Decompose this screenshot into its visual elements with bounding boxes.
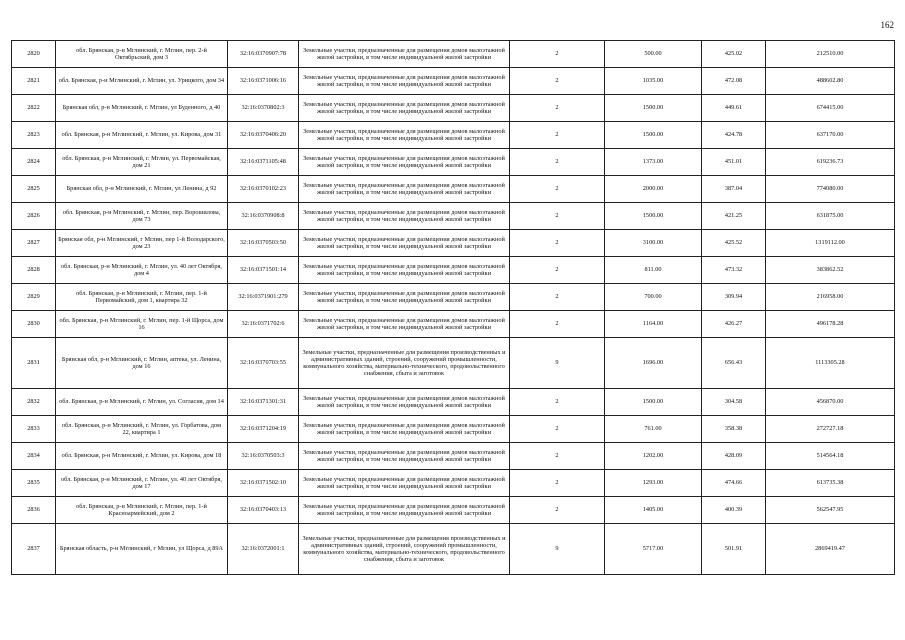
unit-value-cell: 472.08 xyxy=(702,68,766,95)
cadastral-number-cell: 32:16:0370406:20 xyxy=(228,122,299,149)
cadastral-number-cell: 32:16:0370503:3 xyxy=(228,443,299,470)
area-cell: 1293.00 xyxy=(605,470,702,497)
row-number-cell: 2821 xyxy=(12,68,56,95)
address-cell: обл. Брянская, р-н Мглинский, г. Мглин, пер. 2-й Октябрьский, дом 3 xyxy=(56,41,228,68)
unit-value-cell: 400.39 xyxy=(702,497,766,524)
row-number-cell: 2837 xyxy=(12,524,56,575)
row-number-cell: 2822 xyxy=(12,95,56,122)
table-row xyxy=(12,149,895,176)
cadastral-value-cell: 619236.73 xyxy=(766,149,895,176)
area-cell: 1500.00 xyxy=(605,389,702,416)
use-group-cell: 2 xyxy=(510,68,605,95)
cadastral-value-cell: 562547.95 xyxy=(766,497,895,524)
area-cell: 1035.00 xyxy=(605,68,702,95)
address-cell: обл. Брянская, р-н Мглинский, г. Мглин, ул. Урицкого, дом 34 xyxy=(56,68,228,95)
land-use-cell: Земельные участки, предназначенные для размещения домов малоэтажной жилой застройки, в том числе индивидуальной жилой застройки xyxy=(299,416,510,443)
area-cell: 1500.00 xyxy=(605,95,702,122)
area-cell: 500.00 xyxy=(605,41,702,68)
land-use-cell: Земельные участки, предназначенные для размещения производственных и административных зданий, строений, сооружений промышленности, коммунального хозяйства, материально-технического, продовольственного снабжения, сбыта и заготовок xyxy=(299,524,510,575)
row-number-cell: 2825 xyxy=(12,176,56,203)
use-group-cell: 2 xyxy=(510,41,605,68)
use-group-cell: 2 xyxy=(510,203,605,230)
cadastral-number-cell: 32:16:0371501:14 xyxy=(228,257,299,284)
table-row xyxy=(12,497,895,524)
row-number-cell: 2826 xyxy=(12,203,56,230)
use-group-cell: 2 xyxy=(510,416,605,443)
cadastral-number-cell: 32:16:0370703:55 xyxy=(228,338,299,389)
cadastral-value-cell: 1113305.28 xyxy=(766,338,895,389)
cadastral-number-cell: 32:16:0370503:50 xyxy=(228,230,299,257)
row-number-cell: 2833 xyxy=(12,416,56,443)
land-use-cell: Земельные участки, предназначенные для размещения домов малоэтажной жилой застройки, в том числе индивидуальной жилой застройки xyxy=(299,311,510,338)
address-cell: Брянская область, р-н Мглинский, г Мглин, ул Щорса, д 89А xyxy=(56,524,228,575)
land-use-cell: Земельные участки, предназначенные для размещения домов малоэтажной жилой застройки, в том числе индивидуальной жилой застройки xyxy=(299,41,510,68)
use-group-cell: 2 xyxy=(510,443,605,470)
row-number-cell: 2820 xyxy=(12,41,56,68)
row-number-cell: 2830 xyxy=(12,311,56,338)
unit-value-cell: 501.91 xyxy=(702,524,766,575)
cadastral-number-cell: 32:16:0371204:19 xyxy=(228,416,299,443)
area-cell: 1405.00 xyxy=(605,497,702,524)
use-group-cell: 2 xyxy=(510,284,605,311)
cadastral-value-cell: 216958.00 xyxy=(766,284,895,311)
address-cell: обл. Брянская, р-н Мглинский, г. Мглин, пер. 1-й Первомайский, дом 1, квартира 32 xyxy=(56,284,228,311)
unit-value-cell: 425.02 xyxy=(702,41,766,68)
land-use-cell: Земельные участки, предназначенные для размещения домов малоэтажной жилой застройки, в том числе индивидуальной жилой застройки xyxy=(299,122,510,149)
area-cell: 1696.00 xyxy=(605,338,702,389)
cadastral-number-cell: 32:16:0371702:6 xyxy=(228,311,299,338)
land-use-cell: Земельные участки, предназначенные для размещения домов малоэтажной жилой застройки, в том числе индивидуальной жилой застройки xyxy=(299,176,510,203)
row-number-cell: 2835 xyxy=(12,470,56,497)
area-cell: 1202.00 xyxy=(605,443,702,470)
land-use-cell: Земельные участки, предназначенные для размещения домов малоэтажной жилой застройки, в том числе индивидуальной жилой застройки xyxy=(299,149,510,176)
cadastral-value-cell: 631875.00 xyxy=(766,203,895,230)
address-cell: обл. Брянская, р-н Мглинский, г. Мглин, ул. Кирова, дом 31 xyxy=(56,122,228,149)
table-body xyxy=(12,41,895,575)
cadastral-number-cell: 32:16:0370907:78 xyxy=(228,41,299,68)
cadastral-number-cell: 32:16:0372001:1 xyxy=(228,524,299,575)
row-number-cell: 2832 xyxy=(12,389,56,416)
table-row xyxy=(12,176,895,203)
area-cell: 700.00 xyxy=(605,284,702,311)
table-row xyxy=(12,389,895,416)
area-cell: 1500.00 xyxy=(605,122,702,149)
unit-value-cell: 309.94 xyxy=(702,284,766,311)
use-group-cell: 2 xyxy=(510,311,605,338)
area-cell: 1373.00 xyxy=(605,149,702,176)
table-row xyxy=(12,122,895,149)
unit-value-cell: 425.52 xyxy=(702,230,766,257)
row-number-cell: 2831 xyxy=(12,338,56,389)
row-number-cell: 2827 xyxy=(12,230,56,257)
unit-value-cell: 304.58 xyxy=(702,389,766,416)
table-row xyxy=(12,443,895,470)
unit-value-cell: 428.09 xyxy=(702,443,766,470)
land-use-cell: Земельные участки, предназначенные для размещения домов малоэтажной жилой застройки, в том числе индивидуальной жилой застройки xyxy=(299,470,510,497)
cadastral-number-cell: 32:16:0370403:13 xyxy=(228,497,299,524)
address-cell: Брянская обл, р-н Мглинский, г Мглин, пер 1-й Володарского, дом 23 xyxy=(56,230,228,257)
address-cell: обл. Брянская, р-н Мглинский, г. Мглин, ул. 40 лет Октября, дом 17 xyxy=(56,470,228,497)
cadastral-value-cell: 272727.18 xyxy=(766,416,895,443)
cadastral-value-cell: 456870.00 xyxy=(766,389,895,416)
address-cell: обл. Брянская, р-н Мглинский, г. Мглин, ул. Согласия, дом 14 xyxy=(56,389,228,416)
unit-value-cell: 358.38 xyxy=(702,416,766,443)
cadastral-value-cell: 496178.28 xyxy=(766,311,895,338)
unit-value-cell: 474.66 xyxy=(702,470,766,497)
land-use-cell: Земельные участки, предназначенные для размещения домов малоэтажной жилой застройки, в том числе индивидуальной жилой застройки xyxy=(299,95,510,122)
use-group-cell: 2 xyxy=(510,122,605,149)
cadastral-value-table xyxy=(11,40,895,575)
table-row xyxy=(12,338,895,389)
land-use-cell: Земельные участки, предназначенные для размещения домов малоэтажной жилой застройки, в том числе индивидуальной жилой застройки xyxy=(299,230,510,257)
address-cell: обл. Брянская, р-н Мглинский, г. Мглин, ул. Первомайская, дом 21 xyxy=(56,149,228,176)
cadastral-value-cell: 383862.52 xyxy=(766,257,895,284)
area-cell: 2000.00 xyxy=(605,176,702,203)
cadastral-number-cell: 32:16:0371006:16 xyxy=(228,68,299,95)
use-group-cell: 9 xyxy=(510,338,605,389)
table-row xyxy=(12,311,895,338)
land-use-cell: Земельные участки, предназначенные для размещения домов малоэтажной жилой застройки, в том числе индивидуальной жилой застройки xyxy=(299,389,510,416)
use-group-cell: 2 xyxy=(510,176,605,203)
area-cell: 811.00 xyxy=(605,257,702,284)
use-group-cell: 2 xyxy=(510,257,605,284)
row-number-cell: 2828 xyxy=(12,257,56,284)
land-use-cell: Земельные участки, предназначенные для размещения домов малоэтажной жилой застройки, в том числе индивидуальной жилой застройки xyxy=(299,497,510,524)
unit-value-cell: 426.27 xyxy=(702,311,766,338)
cadastral-number-cell: 32:16:0371901:279 xyxy=(228,284,299,311)
area-cell: 3100.00 xyxy=(605,230,702,257)
row-number-cell: 2836 xyxy=(12,497,56,524)
table-row xyxy=(12,416,895,443)
area-cell: 5717.00 xyxy=(605,524,702,575)
unit-value-cell: 449.61 xyxy=(702,95,766,122)
table-row xyxy=(12,95,895,122)
address-cell: Брянская обл, р-н Мглинский, г. Мглин, ул Ленина, д 92 xyxy=(56,176,228,203)
unit-value-cell: 451.01 xyxy=(702,149,766,176)
cadastral-number-cell: 32:16:0371502:10 xyxy=(228,470,299,497)
unit-value-cell: 387.04 xyxy=(702,176,766,203)
area-cell: 761.00 xyxy=(605,416,702,443)
cadastral-value-cell: 514564.18 xyxy=(766,443,895,470)
use-group-cell: 2 xyxy=(510,497,605,524)
address-cell: обл. Брянская, р-н Мглинский, г. Мглин, пер. 1-й Щорса, дом 16 xyxy=(56,311,228,338)
address-cell: Брянская обл, р-н Мглинский, г. Мглин, ул Буденного, д 40 xyxy=(56,95,228,122)
use-group-cell: 2 xyxy=(510,230,605,257)
row-number-cell: 2834 xyxy=(12,443,56,470)
table-row xyxy=(12,284,895,311)
cadastral-number-cell: 32:16:0371105:48 xyxy=(228,149,299,176)
cadastral-number-cell: 32:16:0371301:31 xyxy=(228,389,299,416)
table-row xyxy=(12,203,895,230)
address-cell: обл. Брянская, р-н Мглинский, г. Мглин, пер. 1-й Красноармейский, дом 2 xyxy=(56,497,228,524)
address-cell: обл. Брянская, р-н Мглинский, г. Мглин, ул. Кирова, дом 18 xyxy=(56,443,228,470)
table-row xyxy=(12,470,895,497)
cadastral-number-cell: 32:16:0370908:8 xyxy=(228,203,299,230)
cadastral-number-cell: 32:16:0370802:3 xyxy=(228,95,299,122)
use-group-cell: 2 xyxy=(510,470,605,497)
unit-value-cell: 421.25 xyxy=(702,203,766,230)
use-group-cell: 9 xyxy=(510,524,605,575)
table-row xyxy=(12,41,895,68)
row-number-cell: 2824 xyxy=(12,149,56,176)
cadastral-value-cell: 488602.80 xyxy=(766,68,895,95)
area-cell: 1164.00 xyxy=(605,311,702,338)
table-row xyxy=(12,257,895,284)
cadastral-value-cell: 774080.00 xyxy=(766,176,895,203)
address-cell: Брянская обл, р-н Мглинский, г. Мглин, аптека, ул. Ленина, дом 16 xyxy=(56,338,228,389)
table-row xyxy=(12,524,895,575)
area-cell: 1500.00 xyxy=(605,203,702,230)
land-use-cell: Земельные участки, предназначенные для размещения домов малоэтажной жилой застройки, в том числе индивидуальной жилой застройки xyxy=(299,68,510,95)
land-use-cell: Земельные участки, предназначенные для размещения производственных и административных зданий, строений, сооружений промышленности, коммунального хозяйства, материально-технического, продовольственного снабжения, сбыта и заготовок xyxy=(299,338,510,389)
cadastral-value-cell: 2869419.47 xyxy=(766,524,895,575)
use-group-cell: 2 xyxy=(510,95,605,122)
cadastral-value-cell: 613735.38 xyxy=(766,470,895,497)
address-cell: обл. Брянская, р-н Мглинский, г. Мглин, пер. Ворошилова, дом 73 xyxy=(56,203,228,230)
table-row xyxy=(12,68,895,95)
unit-value-cell: 473.32 xyxy=(702,257,766,284)
cadastral-value-cell: 212510.00 xyxy=(766,41,895,68)
land-use-cell: Земельные участки, предназначенные для размещения домов малоэтажной жилой застройки, в том числе индивидуальной жилой застройки xyxy=(299,443,510,470)
use-group-cell: 2 xyxy=(510,389,605,416)
address-cell: обл. Брянская, р-н Мглинский, г. Мглин, ул. Горбатова, дом 22, квартира 1 xyxy=(56,416,228,443)
address-cell: обл. Брянская, р-н Мглинский, г. Мглин, ул. 40 лет Октября, дом 4 xyxy=(56,257,228,284)
land-use-cell: Земельные участки, предназначенные для размещения домов малоэтажной жилой застройки, в том числе индивидуальной жилой застройки xyxy=(299,284,510,311)
land-use-cell: Земельные участки, предназначенные для размещения домов малоэтажной жилой застройки, в том числе индивидуальной жилой застройки xyxy=(299,257,510,284)
page-number: 162 xyxy=(880,20,894,30)
row-number-cell: 2823 xyxy=(12,122,56,149)
cadastral-value-cell: 674415.00 xyxy=(766,95,895,122)
use-group-cell: 2 xyxy=(510,149,605,176)
unit-value-cell: 424.78 xyxy=(702,122,766,149)
cadastral-number-cell: 32:16:0370102:23 xyxy=(228,176,299,203)
cadastral-value-cell: 1319112.00 xyxy=(766,230,895,257)
row-number-cell: 2829 xyxy=(12,284,56,311)
table-row xyxy=(12,230,895,257)
land-use-cell: Земельные участки, предназначенные для размещения домов малоэтажной жилой застройки, в том числе индивидуальной жилой застройки xyxy=(299,203,510,230)
unit-value-cell: 656.43 xyxy=(702,338,766,389)
cadastral-value-cell: 637170.00 xyxy=(766,122,895,149)
